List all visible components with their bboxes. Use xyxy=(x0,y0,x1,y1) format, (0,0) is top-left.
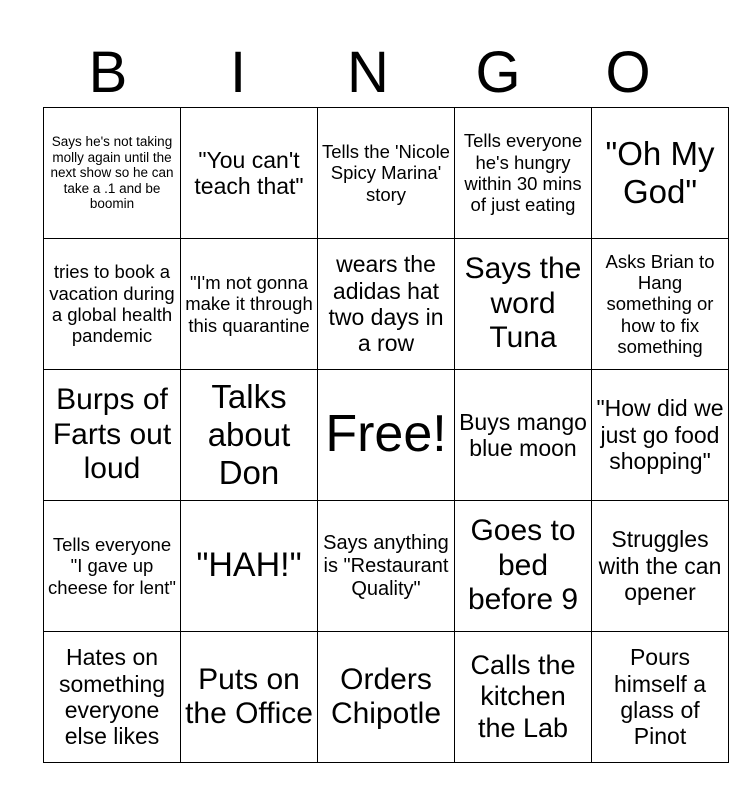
bingo-row-4 xyxy=(44,501,729,632)
bingo-cell[interactable]: Says the word Tuna xyxy=(455,239,592,370)
bingo-cell[interactable]: Asks Brian to Hang something or how to fix something xyxy=(592,239,729,370)
title-letter-g: G xyxy=(475,40,521,105)
bingo-cell[interactable]: Tells everyone he's hungry within 30 mins of just eating xyxy=(455,108,592,239)
bingo-row-1 xyxy=(44,108,729,239)
bingo-cell[interactable]: Goes to bed before 9 xyxy=(455,501,592,632)
bingo-row-2 xyxy=(44,239,729,370)
bingo-cell[interactable]: Puts on the Office xyxy=(181,632,318,763)
title-letter-o: O xyxy=(605,40,651,105)
bingo-row-5 xyxy=(44,632,729,763)
bingo-cell[interactable]: Talks about Don xyxy=(181,370,318,501)
bingo-cell[interactable]: "Oh My God" xyxy=(592,108,729,239)
bingo-cell[interactable]: "HAH!" xyxy=(181,501,318,632)
bingo-title xyxy=(43,38,693,108)
bingo-cell[interactable]: Tells the 'Nicole Spicy Marina' story xyxy=(318,108,455,239)
bingo-cell[interactable]: "I'm not gonna make it through this quarantine xyxy=(181,239,318,370)
title-letter-n: N xyxy=(347,40,389,105)
bingo-cell[interactable]: "You can't teach that" xyxy=(181,108,318,239)
bingo-card xyxy=(43,107,729,763)
bingo-cell[interactable]: Calls the kitchen the Lab xyxy=(455,632,592,763)
bingo-cell[interactable]: Hates on something everyone else likes xyxy=(44,632,181,763)
free-space-cell[interactable]: Free! xyxy=(318,370,455,501)
bingo-cell[interactable]: Tells everyone "I gave up cheese for lent" xyxy=(44,501,181,632)
title-letter-b: B xyxy=(88,40,128,105)
bingo-cell[interactable]: Says he's not taking molly again until the next show so he can take a .1 and be boomin xyxy=(44,108,181,239)
bingo-cell[interactable]: Orders Chipotle xyxy=(318,632,455,763)
title-letter-i: I xyxy=(229,40,247,105)
bingo-cell[interactable]: Buys mango blue moon xyxy=(455,370,592,501)
bingo-cell[interactable]: Pours himself a glass of Pinot xyxy=(592,632,729,763)
bingo-cell[interactable]: wears the adidas hat two days in a row xyxy=(318,239,455,370)
bingo-cell[interactable]: tries to book a vacation during a global health pandemic xyxy=(44,239,181,370)
bingo-cell[interactable]: Burps of Farts out loud xyxy=(44,370,181,501)
bingo-cell[interactable]: "How did we just go food shopping" xyxy=(592,370,729,501)
bingo-cell[interactable]: Struggles with the can opener xyxy=(592,501,729,632)
bingo-cell[interactable]: Says anything is "Restaurant Quality" xyxy=(318,501,455,632)
bingo-row-3 xyxy=(44,370,729,501)
